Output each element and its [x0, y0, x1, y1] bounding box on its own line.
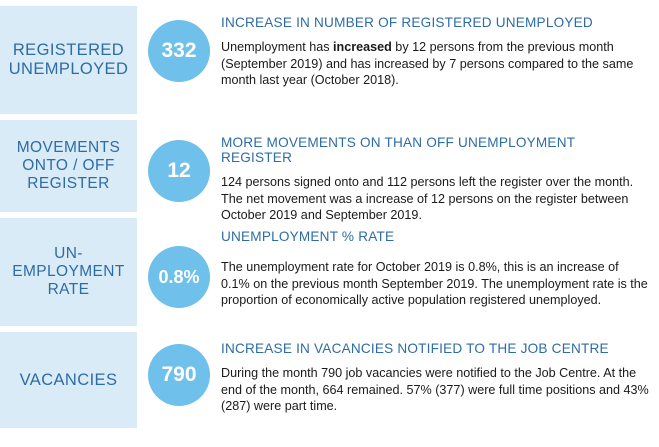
summary-row-unemployment-rate	[0, 218, 659, 326]
row-label-panel-movements	[0, 120, 137, 212]
row-body	[221, 39, 649, 89]
row-text-cell-unemployment-rate	[221, 218, 659, 326]
row-body-pre: Unemployment has	[221, 39, 333, 54]
row-text-cell-movements	[221, 120, 659, 223]
row-heading: UNEMPLOYMENT % RATE	[221, 229, 395, 244]
row-metric-cell-registered-unemployed	[137, 6, 221, 114]
row-label-text: UN-EMPLOYMENT RATE	[12, 245, 125, 298]
row-label-text: REGISTERED UNEMPLOYED	[8, 41, 129, 78]
row-metric-cell-unemployment-rate	[137, 218, 221, 326]
summary-row-movements	[0, 120, 659, 223]
row-body-post: by 12 persons from the previous month (September 2019) and has increased by 7 persons compared to the same month last year (October 2018).	[221, 39, 634, 88]
row-metric-cell-vacancies	[137, 332, 221, 428]
metric-circle: 0.8%	[148, 246, 210, 308]
row-label-panel-vacancies	[0, 332, 137, 428]
row-body: The unemployment rate for October 2019 is 0.8%, this is an increase of 0.1% on the previous month September 2019. The unemployment rate is the proportion of economically active population registered unemployed.	[221, 259, 648, 308]
summary-row-registered-unemployed	[0, 6, 659, 114]
metric-circle: 12	[148, 140, 210, 202]
row-label-panel-unemployment-rate	[0, 218, 137, 326]
row-heading: INCREASE IN VACANCIES NOTIFIED TO THE JOB CENTRE	[221, 341, 609, 356]
row-body: 124 persons signed onto and 112 persons left the register over the month. The net movement was a increase of 12 persons on the register between October 2019 and September 2019.	[221, 174, 634, 223]
row-body-emphasis: increased	[333, 39, 392, 54]
row-label-panel-registered-unemployed	[0, 6, 137, 114]
row-body: During the month 790 job vacancies were notified to the Job Centre. At the end of the month, 664 remained. 57% (377) were full time positions and 43% (287) were part time.	[221, 365, 649, 414]
row-label-text: MOVEMENTS ONTO / OFF REGISTER	[16, 139, 121, 192]
metric-circle: 332	[148, 20, 210, 82]
summary-row-vacancies	[0, 332, 659, 428]
row-label-text: VACANCIES	[19, 370, 118, 389]
row-heading: INCREASE IN NUMBER OF REGISTERED UNEMPLOYED	[221, 15, 593, 30]
row-heading: MORE MOVEMENTS ON THAN OFF UNEMPLOYMENT REGISTER	[221, 135, 575, 165]
row-text-cell-registered-unemployed	[221, 6, 659, 114]
metric-circle: 790	[148, 344, 210, 406]
row-metric-cell-movements	[137, 120, 221, 212]
row-text-cell-vacancies	[221, 332, 659, 428]
